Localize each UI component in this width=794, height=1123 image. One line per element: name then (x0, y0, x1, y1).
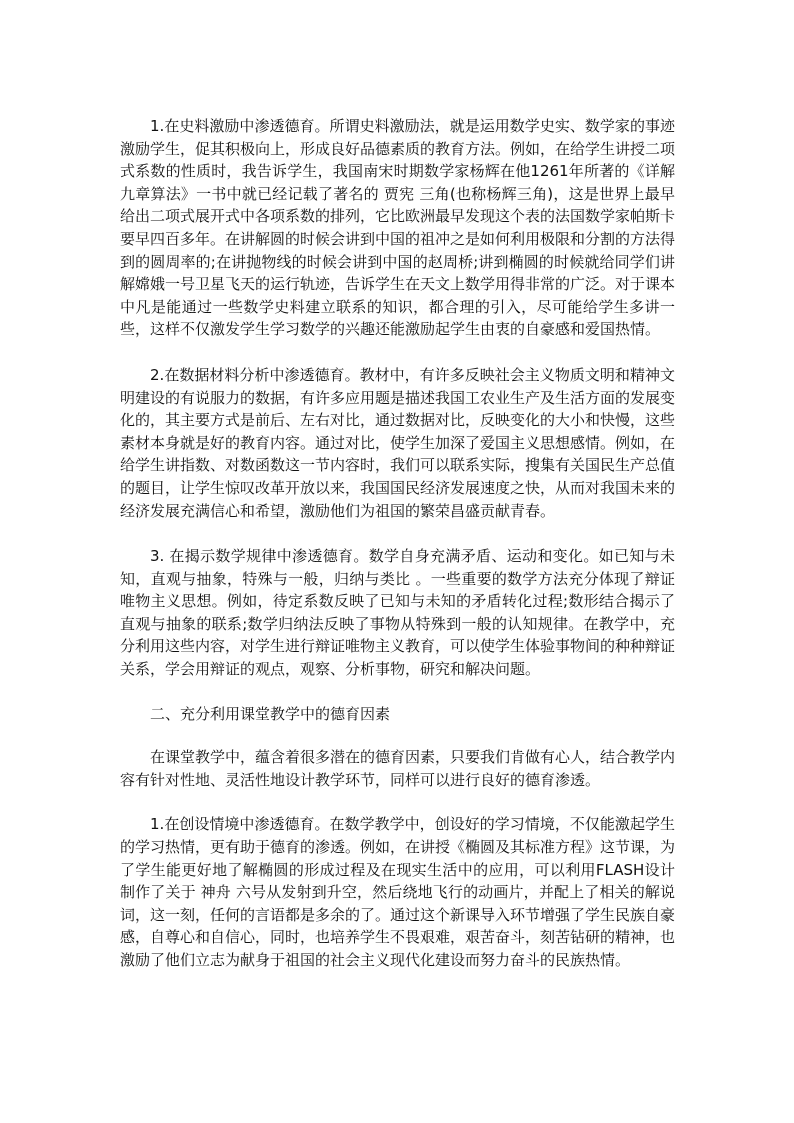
section-heading: 二、充分利用课堂教学中的德育因素 (150, 704, 391, 723)
paragraph-math-laws: 3. 在揭示数学规律中渗透德育。数学自身充满矛盾、运动和变化。如已知与未知，直观与抽象，特殊与一般，归纳与类比 。一些重要的数学方法充分体现了辩证唯物主义思想。例如，待定系数反映了已知与未知的矛盾转化过程;数形结合揭示了直观与抽象的联系;数学归纳法反映了事物从特殊到一般的认知规律。在教学中，充分利用这些内容，对学生进行辩证唯物主义教育，可以使学生体验事物间的种种辩证关系，学会用辩证的观点，观察、分析事物，研究和解决问题。 (120, 547, 676, 679)
paragraph-classroom-intro: 在课堂教学中，蕴含着很多潜在的德育因素，只要我们肯做有心人，结合教学内容有针对性地、灵活性地设计教学环节，同样可以进行良好的德育渗透。 (120, 748, 676, 789)
paragraph-situation-creation: 1.在创设情境中渗透德育。在数学教学中，创设好的学习情境，不仅能激起学生的学习热情，更有助于德育的渗透。例如，在讲授《椭圆及其标准方程》这节课，为了学生能更好地了解椭圆的形成过程及在现实生活中的应用，可以利用FLASH设计制作了关于 神舟 六号从发射到升空，然后绕地飞行的动画片，并配上了相关的解说词，这一刻，任何的言语都是多余的了。通过这个新课导入环节增强了学生民族自豪感，自尊心和自信心，同时，也培养学生不畏艰难，艰苦奋斗，刻苦钻研的精神，也激励了他们立志为献身于祖国的社会主义现代化建设而努力奋斗的民族热情。 (120, 815, 676, 969)
paragraph-data-analysis: 2.在数据材料分析中渗透德育。教材中，有许多反映社会主义物质文明和精神文明建设的有说服力的数据，有许多应用题是描述我国工农业生产及生活方面的发展变化的，其主要方式是前后、左右对比，通过数据对比，反映变化的大小和快慢，这些素材本身就是好的教育内容。通过对比，使学生加深了爱国主义思想感情。例如，在给学生讲指数、对数函数这一节内容时，我们可以联系实际，搜集有关国民生产总值的题目，让学生惊叹改革开放以来，我国国民经济发展速度之快，从而对我国未来的经济发展充满信心和希望，激励他们为祖国的繁荣昌盛贡献青春。 (120, 365, 676, 520)
document-body (120, 115, 675, 972)
paragraph-history-motivation: 1.在史料激励中渗透德育。所谓史料激励法，就是运用数学史实、数学家的事迹激励学生，促其积极向上，形成良好品德素质的教育方法。例如，在给学生讲授二项式系数的性质时，我告诉学生，我国南宋时期数学家杨辉在他1261年所著的《详解九章算法》一书中就已经记载了著名的 贾宪 三角(也称杨辉三角)，这是世界上最早给出二项式展开式中各项系数的排列，它比欧洲最早发现这个表的法国数学家帕斯卡要早四百多年。在讲解圆的时候会讲到中国的祖冲之是如何利用极限和分割的方法得到的圆周率的;在讲抛物线的时候会讲到中国的赵周桥;讲到椭圆的时候就给同学们讲解嫦娥一号卫星飞天的运行轨迹，告诉学生在天文上数学用得非常的广泛。对于课本中凡是能通过一些数学史料建立联系的知识，都合理的引入，尽可能给学生多讲一些，这样不仅激发学生学习数学的兴趣还能激励起学生由衷的自豪感和爱国热情。 (120, 117, 676, 339)
